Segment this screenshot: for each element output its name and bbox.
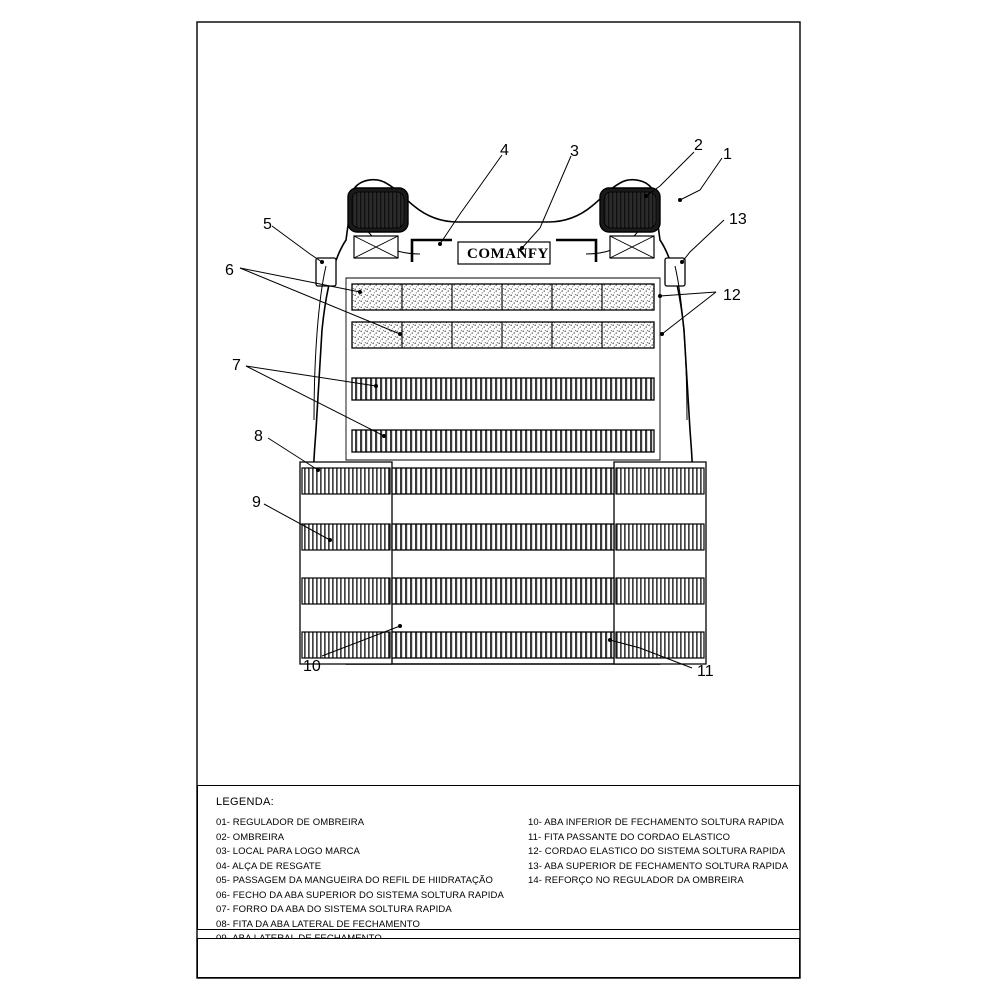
legend-item: 05- PASSAGEM DA MANGUEIRA DO REFIL DE HIIDRATAÇÃO [216,875,493,886]
callout-3: 3 [570,143,579,160]
callout-4: 4 [500,142,509,159]
side-strap-left-2 [302,524,390,550]
legend-item: 12- CORDAO ELASTICO DO SISTEMA SOLTURA RAPIDA [528,846,786,857]
callout-11: 11 [697,663,714,680]
callout-8: 8 [254,428,263,445]
shoulder-adjuster-left [354,236,398,258]
molle-row-striped-3 [392,468,614,494]
molle-row-striped-6 [392,632,614,658]
side-strap-left-1 [302,468,390,494]
shoulder-pad-right [600,188,660,232]
legend-column-left [216,816,516,947]
legend-item: 13- ABA SUPERIOR DE FECHAMENTO SOLTURA RAPIDA [528,860,789,872]
callout-10: 10 [303,658,321,675]
legend-title: LEGENDA: [216,796,275,808]
side-strap-right-1 [616,468,704,494]
side-strap-right-3 [616,578,704,604]
side-strap-left-3 [302,578,390,604]
callout-2: 2 [694,137,703,154]
legend-item: 04- ALÇA DE RESGATE [216,860,322,872]
shoulder-adjuster-right [610,236,654,258]
side-strap-left-4 [302,632,390,658]
hose-passthrough-left [316,258,336,286]
callout-13: 13 [729,211,747,228]
shoulder-pad-left [348,188,408,232]
molle-row-striped-5 [392,578,614,604]
callout-6: 6 [225,262,234,279]
legend-item: 08- FITA DA ABA LATERAL DE FECHAMENTO [216,918,420,930]
legend-item: 07- FORRO DA ABA DO SISTEMA SOLTURA RAPIDA [216,904,452,915]
callout-5: 5 [263,216,272,233]
molle-row-stipple-2 [352,322,654,348]
legend-item: 02- OMBREIRA [216,831,285,843]
legend-item: 01- REGULADOR DE OMBREIRA [216,817,365,828]
molle-row-striped-1 [352,378,654,400]
molle-row-striped-4 [392,524,614,550]
legend-column-right [528,816,798,889]
side-strap-right-2 [616,524,704,550]
molle-row-stipple-1 [352,284,654,310]
title-block-strip [197,938,800,978]
legend-item: 14- REFORÇO NO REGULADOR DA OMBREIRA [528,875,744,886]
legend-item: 06- FECHO DA ABA SUPERIOR DO SISTEMA SOLTURA RAPIDA [216,889,504,901]
callout-1: 1 [723,146,732,163]
legend-box [197,785,800,930]
callout-12: 12 [723,287,741,304]
molle-row-striped-2 [352,430,654,452]
brand-logo-text: COMANFY [467,246,549,262]
callout-7: 7 [232,357,241,374]
legend-item: 11- FITA PASSANTE DO CORDAO ELASTICO [528,831,731,843]
callout-9: 9 [252,494,261,511]
legend-item: 10- ABA INFERIOR DE FECHAMENTO SOLTURA RAPIDA [528,817,784,828]
legend-item: 03- LOCAL PARA LOGO MARCA [216,846,360,857]
